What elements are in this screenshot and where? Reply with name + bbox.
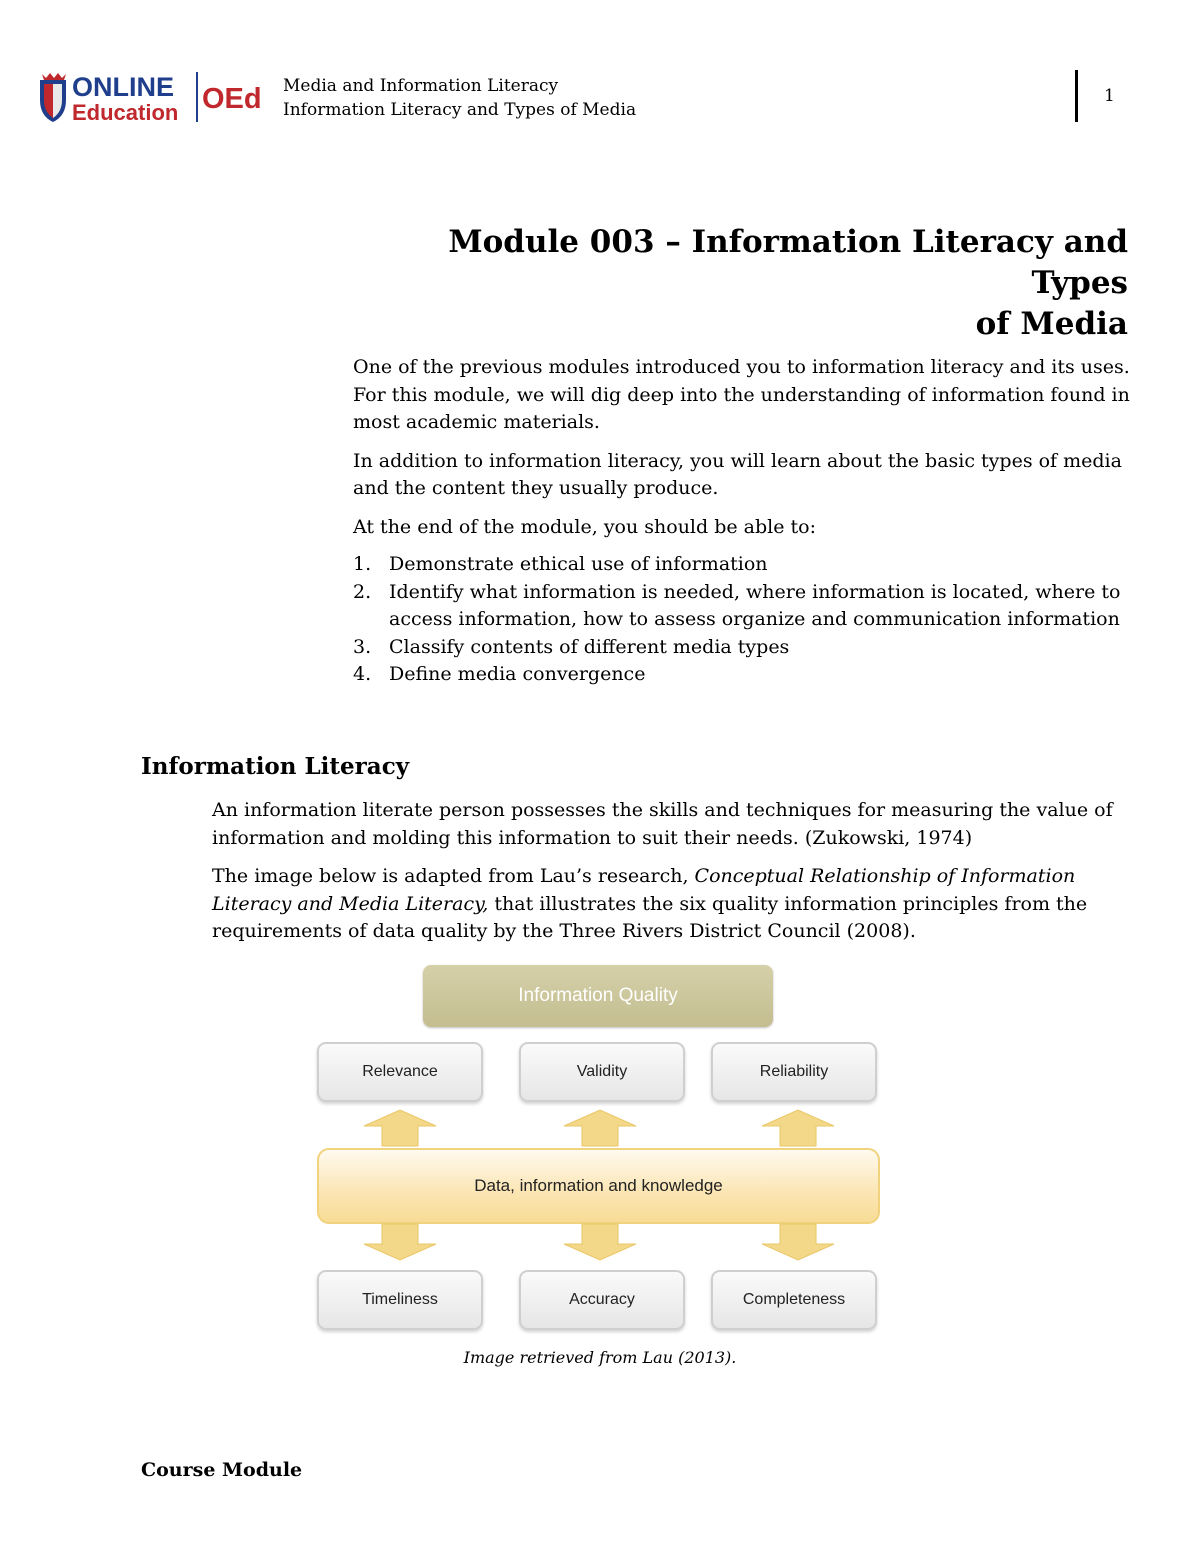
down-arrow-icon — [562, 1222, 638, 1262]
intro-paragraph: In addition to information literacy, you will learn about the basic types of media and the content they usually produce. — [353, 449, 1122, 499]
intro-section — [353, 354, 1133, 689]
module-subtitle: Information Literacy and Types of Media — [283, 100, 637, 120]
up-arrow-icon — [760, 1108, 836, 1148]
running-header — [283, 74, 636, 122]
quality-box-reliability: Reliability — [711, 1042, 877, 1102]
svg-text:OEd: OEd — [202, 83, 262, 115]
online-education-logo — [36, 70, 276, 126]
objectives-lead: At the end of the module, you should be able to: — [353, 515, 816, 538]
figure-caption: Image retrieved from Lau (2013). — [463, 1348, 737, 1367]
intro-paragraph: One of the previous modules introduced you to information literacy and its uses. For this module, we will dig deep into the understanding of information found in most academic materials. — [353, 356, 1130, 433]
section-paragraph: The image below is adapted from Lau’s research, Conceptual Relationship of Information Literacy and Media Literacy, that illustrates the six quality information principles from the requirements of data quality by the Three Rivers District Council (2008). — [212, 865, 1088, 942]
page-title-line-2: of Media — [975, 306, 1128, 342]
quality-box-accuracy: Accuracy — [519, 1270, 685, 1330]
section-paragraph: An information literate person possesses the skills and techniques for measuring the value of information and molding this information to suit their needs. (Zukowski, 1974) — [212, 799, 1113, 849]
quality-box-relevance: Relevance — [317, 1042, 483, 1102]
quality-box-timeliness: Timeliness — [317, 1270, 483, 1330]
objective-item: 1. Demonstrate ethical use of information — [353, 553, 768, 575]
header-divider — [1075, 70, 1078, 122]
down-arrow-icon — [760, 1222, 836, 1262]
up-arrow-icon — [562, 1108, 638, 1148]
section-body — [212, 797, 1127, 957]
objective-item: 3. Classify contents of different media types — [353, 635, 790, 658]
page-title — [368, 222, 1128, 345]
svg-text:Education: Education — [72, 100, 179, 125]
section-heading: Information Literacy — [141, 753, 410, 780]
objective-item: 4. Define media convergence — [353, 663, 646, 685]
quality-box-completeness: Completeness — [711, 1270, 877, 1330]
course-title: Media and Information Literacy — [283, 76, 559, 96]
svg-text:ONLINE: ONLINE — [72, 72, 175, 102]
cited-work-title: Conceptual Relationship of Information Literacy and Media Literacy, — [212, 865, 1076, 915]
information-quality-diagram — [300, 960, 900, 1342]
objective-item: 2. Identify what information is needed, where information is located, where to access information, how to assess organize and communication information — [353, 580, 1121, 630]
down-arrow-icon — [362, 1222, 438, 1262]
footer-label: Course Module — [141, 1459, 303, 1481]
information-quality-box: Information Quality — [423, 965, 773, 1027]
up-arrow-icon — [362, 1108, 438, 1148]
data-information-knowledge-bar: Data, information and knowledge — [317, 1148, 880, 1224]
page-number: 1 — [1104, 86, 1115, 106]
page-title-line-1: Module 003 – Information Literacy and Types — [448, 224, 1128, 301]
objectives-list — [353, 551, 1133, 689]
quality-box-validity: Validity — [519, 1042, 685, 1102]
